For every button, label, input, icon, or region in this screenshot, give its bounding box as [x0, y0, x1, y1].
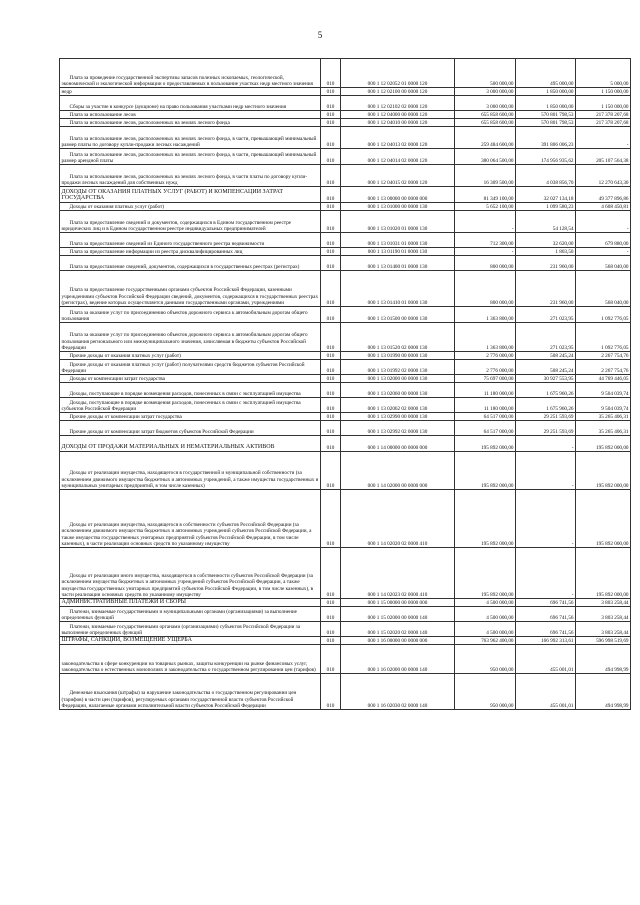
row-name-cell: Платежи, взимаемые государственными органами (организациями) субъектов Российской Федерации за выполнение определенных функций: [60, 622, 321, 637]
row-budget-code-cell: 000 1 13 01990 00 0000 130: [341, 352, 455, 360]
table-row: [60, 490, 631, 548]
row-budget-code-cell: 000 1 16 02000 00 0000 140: [341, 645, 455, 674]
table-row: [60, 88, 631, 96]
row-name-cell: Сборы за участие в конкурсе (аукционе) на право пользования участками недр местного значения: [60, 96, 321, 111]
row-admin-code-cell: 010: [321, 149, 341, 165]
row-budget-code-cell: 000 1 14 02000 00 0000 000: [341, 452, 455, 490]
row-budget-code-cell: 000 1 12 02100 00 0000 120: [341, 88, 455, 96]
row-remaining-amount-cell: 1 092 776,05: [576, 307, 631, 323]
row-budget-code-cell: 000 1 15 02000 00 0000 140: [341, 607, 455, 622]
row-actual-amount-cell: 455 001,01: [516, 645, 576, 674]
row-remaining-amount-cell: 195 892 000,00: [576, 548, 631, 599]
row-budget-code-cell: 000 1 13 02062 02 0000 130: [341, 398, 455, 413]
row-name-cell: Плата за предоставление сведений и документов, содержащихся в Едином государственном реестре юридических лиц и в Едином государственном реестре индивидуальных предпринимателей: [60, 211, 321, 233]
row-name-cell: Плата за оказание услуг по присоединению объектов дорожного сервиса к автомобильным дорогам общего пользования регионального или межмуниципального значения, зачисляемая в бюджеты субъектов Российской Федерации: [60, 323, 321, 352]
row-name-cell: недр: [60, 88, 321, 96]
row-planned-amount-cell: 655 858 600,00: [455, 111, 516, 119]
row-planned-amount-cell: 1 363 800,00: [455, 323, 516, 352]
row-planned-amount-cell: 195 892 000,00: [455, 548, 516, 599]
table-row: [60, 323, 631, 352]
row-admin-code-cell: 010: [321, 211, 341, 233]
table-row: [60, 622, 631, 637]
row-admin-code-cell: 010: [321, 548, 341, 599]
row-planned-amount-cell: 4 500 000,00: [455, 607, 516, 622]
budget-table: [59, 58, 631, 710]
table-row: [60, 352, 631, 360]
table-row: [60, 96, 631, 111]
row-admin-code-cell: 010: [321, 256, 341, 271]
row-remaining-amount-cell: 3 803 258,44: [576, 622, 631, 637]
row-actual-amount-cell: 29 251 593,69: [516, 421, 576, 436]
table-row: [60, 127, 631, 149]
row-admin-code-cell: 010: [321, 187, 341, 203]
row-budget-code-cell: 000 1 14 02023 02 0000 410: [341, 548, 455, 599]
row-actual-amount-cell: 508 245,24: [516, 360, 576, 375]
row-actual-amount-cell: 1 803,50: [516, 248, 576, 256]
row-planned-amount-cell: 64 517 000,00: [455, 421, 516, 436]
row-actual-amount-cell: 271 023,95: [516, 323, 576, 352]
row-admin-code-cell: 010: [321, 674, 341, 710]
table-row: [60, 111, 631, 119]
row-planned-amount-cell: -: [455, 211, 516, 233]
row-admin-code-cell: 010: [321, 398, 341, 413]
row-remaining-amount-cell: -: [576, 248, 631, 256]
row-admin-code-cell: 010: [321, 111, 341, 119]
row-budget-code-cell: 000 1 13 01400 01 0000 130: [341, 256, 455, 271]
row-name-cell: Плата за проведение государственной экспертизы запасов полезных ископаемых, геологической, экономической и экологической информации о предоставляемых в пользование участках недр местного значения: [60, 59, 321, 88]
row-admin-code-cell: 010: [321, 645, 341, 674]
row-budget-code-cell: 000 1 14 02020 02 0000 410: [341, 490, 455, 548]
row-actual-amount-cell: 166 992 313,61: [516, 637, 576, 645]
table-row: [60, 607, 631, 622]
row-remaining-amount-cell: 1 092 776,05: [576, 323, 631, 352]
row-actual-amount-cell: 231 960,00: [516, 271, 576, 307]
row-name-cell: Прочие доходы от оказания платных услуг (работ) получателями средств бюджетов субъектов Российской Федерации: [60, 360, 321, 375]
row-budget-code-cell: 000 1 14 00000 00 0000 000: [341, 436, 455, 452]
row-admin-code-cell: 010: [321, 607, 341, 622]
row-budget-code-cell: 000 1 13 00000 00 0000 000: [341, 187, 455, 203]
row-remaining-amount-cell: 12 270 643,30: [576, 165, 631, 187]
row-remaining-amount-cell: 35 265 406,31: [576, 413, 631, 421]
row-name-cell: Плата за использование лесов, расположенных на землях лесного фонда, в части, превышающей минимальный размер платы по договору купли-продажи лесных насаждений: [60, 127, 321, 149]
row-budget-code-cell: 000 1 13 01992 02 0000 130: [341, 360, 455, 375]
row-planned-amount-cell: 195 892 000,00: [455, 436, 516, 452]
table-row: [60, 211, 631, 233]
row-budget-code-cell: 000 1 12 04010 00 0000 120: [341, 119, 455, 127]
row-remaining-amount-cell: 5 000,00: [576, 59, 631, 88]
table-row: [60, 413, 631, 421]
row-name-cell: Денежные взыскания (штрафы) за нарушение законодательства о государственном регулировании цен (тарифов) в части цен (тарифов), регулируемых органами государственной власти субъектов Российской Федерации, налагаемые органами исполнительной власти субъектов Российской Федерации: [60, 674, 321, 710]
row-remaining-amount-cell: 596 998 519,69: [576, 637, 631, 645]
row-name-cell: Доходы от компенсации затрат государства: [60, 375, 321, 383]
table-row: [60, 59, 631, 88]
row-admin-code-cell: 010: [321, 88, 341, 96]
row-planned-amount-cell: 81 349 100,00: [455, 187, 516, 203]
row-name-cell: Плата за использование лесов, расположенных на землях лесного фонда: [60, 119, 321, 127]
row-admin-code-cell: 010: [321, 96, 341, 111]
row-remaining-amount-cell: 3 803 258,44: [576, 599, 631, 607]
row-actual-amount-cell: 29 251 593,69: [516, 413, 576, 421]
row-remaining-amount-cell: 44 769 446,05: [576, 375, 631, 383]
row-budget-code-cell: 000 1 13 01020 01 0000 130: [341, 211, 455, 233]
row-admin-code-cell: 010: [321, 436, 341, 452]
row-budget-code-cell: 000 1 13 01520 02 0000 130: [341, 323, 455, 352]
row-admin-code-cell: 010: [321, 307, 341, 323]
row-remaining-amount-cell: 679 880,00: [576, 233, 631, 248]
table-row: [60, 233, 631, 248]
row-budget-code-cell: 000 1 13 02992 02 0000 130: [341, 421, 455, 436]
row-planned-amount-cell: 2 776 000,00: [455, 352, 516, 360]
row-budget-code-cell: 000 1 16 02030 02 0000 140: [341, 674, 455, 710]
row-budget-code-cell: 000 1 13 01000 00 0000 130: [341, 203, 455, 211]
table-row: [60, 645, 631, 674]
table-row: [60, 383, 631, 398]
row-budget-code-cell: 000 1 13 02060 00 0000 130: [341, 383, 455, 398]
row-actual-amount-cell: -: [516, 490, 576, 548]
row-planned-amount-cell: 4 500 000,00: [455, 599, 516, 607]
table-row: [60, 203, 631, 211]
row-remaining-amount-cell: 49 377 896,86: [576, 187, 631, 203]
table-row: [60, 271, 631, 307]
row-admin-code-cell: 010: [321, 119, 341, 127]
table-row: [60, 421, 631, 436]
table-row: [60, 599, 631, 607]
row-remaining-amount-cell: 9 504 039,74: [576, 398, 631, 413]
row-budget-code-cell: 000 1 13 02000 00 0000 130: [341, 375, 455, 383]
row-planned-amount-cell: 2 776 000,00: [455, 360, 516, 375]
row-admin-code-cell: 010: [321, 421, 341, 436]
row-actual-amount-cell: 455 001,01: [516, 674, 576, 710]
row-actual-amount-cell: 508 245,24: [516, 352, 576, 360]
row-name-cell: Плата за оказание услуг по присоединению объектов дорожного сервиса к автомобильным дорогам общего пользования: [60, 307, 321, 323]
page-number: 5: [317, 30, 323, 40]
row-planned-amount-cell: 380 064 500,00: [455, 149, 516, 165]
row-planned-amount-cell: 195 892 000,00: [455, 490, 516, 548]
row-actual-amount-cell: -: [516, 436, 576, 452]
row-actual-amount-cell: 1 675 960,26: [516, 398, 576, 413]
row-name-cell: ШТРАФЫ, САНКЦИИ, ВОЗМЕЩЕНИЕ УЩЕРБА: [60, 637, 321, 645]
row-planned-amount-cell: 655 858 600,00: [455, 119, 516, 127]
row-planned-amount-cell: 712 300,00: [455, 233, 516, 248]
row-remaining-amount-cell: 195 892 000,00: [576, 436, 631, 452]
row-budget-code-cell: 000 1 16 00000 00 0000 000: [341, 637, 455, 645]
row-actual-amount-cell: 30 927 553,95: [516, 375, 576, 383]
row-planned-amount-cell: 763 962 400,00: [455, 637, 516, 645]
row-budget-code-cell: 000 1 15 00000 00 0000 000: [341, 599, 455, 607]
row-budget-code-cell: 000 1 12 04015 02 0000 120: [341, 165, 455, 187]
row-admin-code-cell: 010: [321, 352, 341, 360]
row-planned-amount-cell: 75 697 000,00: [455, 375, 516, 383]
row-admin-code-cell: 010: [321, 599, 341, 607]
table-row: [60, 360, 631, 375]
row-actual-amount-cell: 4 038 856,70: [516, 165, 576, 187]
row-name-cell: Доходы, поступающие в порядке возмещения расходов, понесенных в связи с эксплуатацией имущества: [60, 383, 321, 398]
row-name-cell: Прочие доходы от компенсации затрат бюджетов субъектов Российской Федерации: [60, 421, 321, 436]
table-row: [60, 398, 631, 413]
row-planned-amount-cell: 800 000,00: [455, 271, 516, 307]
row-actual-amount-cell: 570 801 798,53: [516, 119, 576, 127]
row-budget-code-cell: 000 1 13 01031 01 0000 130: [341, 233, 455, 248]
row-actual-amount-cell: 696 741,56: [516, 622, 576, 637]
row-remaining-amount-cell: 568 040,00: [576, 256, 631, 271]
row-admin-code-cell: 010: [321, 323, 341, 352]
table-row: [60, 307, 631, 323]
row-actual-amount-cell: 570 801 798,53: [516, 111, 576, 119]
budget-table-body: [60, 59, 631, 710]
row-actual-amount-cell: 271 023,95: [516, 307, 576, 323]
row-admin-code-cell: 010: [321, 637, 341, 645]
row-planned-amount-cell: 11 180 000,00: [455, 383, 516, 398]
row-budget-code-cell: 000 1 12 02102 02 0000 120: [341, 96, 455, 111]
row-admin-code-cell: 010: [321, 127, 341, 149]
row-admin-code-cell: 010: [321, 248, 341, 256]
row-remaining-amount-cell: 1 150 000,00: [576, 88, 631, 96]
row-remaining-amount-cell: -: [576, 211, 631, 233]
row-name-cell: Доходы, поступающие в порядке возмещения расходов, понесенных в связи с эксплуатацией имущества субъектов Российской Федерации: [60, 398, 321, 413]
row-admin-code-cell: 010: [321, 490, 341, 548]
row-remaining-amount-cell: 205 107 564,38: [576, 149, 631, 165]
row-admin-code-cell: 010: [321, 452, 341, 490]
row-remaining-amount-cell: 568 040,00: [576, 271, 631, 307]
table-row: [60, 187, 631, 203]
table-row: [60, 165, 631, 187]
row-remaining-amount-cell: 217 378 207,68: [576, 119, 631, 127]
row-admin-code-cell: 010: [321, 59, 341, 88]
table-row: [60, 436, 631, 452]
row-remaining-amount-cell: 195 892 000,00: [576, 452, 631, 490]
row-name-cell: Плата за предоставление сведений из Единого государственного реестра недвижимости: [60, 233, 321, 248]
row-planned-amount-cell: 64 517 000,00: [455, 413, 516, 421]
row-remaining-amount-cell: 3 803 258,44: [576, 607, 631, 622]
row-actual-amount-cell: 696 741,56: [516, 607, 576, 622]
row-actual-amount-cell: 495 000,00: [516, 59, 576, 88]
row-name-cell: АДМИНИСТРАТИВНЫЕ ПЛАТЕЖИ И СБОРЫ: [60, 599, 321, 607]
row-budget-code-cell: 000 1 12 02052 01 0000 120: [341, 59, 455, 88]
row-remaining-amount-cell: 195 892 000,00: [576, 490, 631, 548]
row-name-cell: Прочие доходы от компенсации затрат государства: [60, 413, 321, 421]
row-remaining-amount-cell: -: [576, 127, 631, 149]
row-budget-code-cell: 000 1 12 04014 02 0000 120: [341, 149, 455, 165]
table-row: [60, 375, 631, 383]
row-planned-amount-cell: 11 180 000,00: [455, 398, 516, 413]
row-name-cell: Плата за использование лесов, расположенных на землях лесного фонда, в части платы по договору купли-продажи лесных насаждений для собственных нужд: [60, 165, 321, 187]
row-planned-amount-cell: 4 500 000,00: [455, 622, 516, 637]
row-actual-amount-cell: 174 956 935,62: [516, 149, 576, 165]
row-admin-code-cell: 010: [321, 233, 341, 248]
row-planned-amount-cell: 950 000,00: [455, 674, 516, 710]
row-name-cell: ДОХОДЫ ОТ ПРОДАЖИ МАТЕРИАЛЬНЫХ И НЕМАТЕРИАЛЬНЫХ АКТИВОВ: [60, 436, 321, 452]
row-planned-amount-cell: -: [455, 248, 516, 256]
row-actual-amount-cell: 231 960,00: [516, 256, 576, 271]
row-actual-amount-cell: 1 099 580,23: [516, 203, 576, 211]
row-admin-code-cell: 010: [321, 203, 341, 211]
row-budget-code-cell: 000 1 13 01500 00 0000 130: [341, 307, 455, 323]
row-name-cell: Плата за использование лесов, расположенных на землях лесного фонда, в части, превышающей минимальный размер арендной платы: [60, 149, 321, 165]
row-name-cell: Плата за предоставление государственными органами субъектов Российской Федерации, казенными учреждениями субъектов Российской Федерации сведений, документов, содержащихся в государственных реестрах (регистрах), ведение которых осуществляется данными государственными органами, учреждениями: [60, 271, 321, 307]
row-actual-amount-cell: 32 027 134,18: [516, 187, 576, 203]
row-budget-code-cell: 000 1 13 02990 00 0000 130: [341, 413, 455, 421]
row-name-cell: Доходы от оказания платных услуг (работ): [60, 203, 321, 211]
row-planned-amount-cell: 3 000 000,00: [455, 96, 516, 111]
row-name-cell: Платежи, взимаемые государственными и муниципальными органами (организациями) за выполнение определенных функций: [60, 607, 321, 622]
row-name-cell: Плата за предоставление информации из реестра дисквалифицированных лиц: [60, 248, 321, 256]
row-planned-amount-cell: 500 000,00: [455, 59, 516, 88]
row-actual-amount-cell: -: [516, 548, 576, 599]
row-admin-code-cell: 010: [321, 383, 341, 398]
row-name-cell: законодательства в сфере конкуренции на товарных рынках, защиты конкуренции на рынке финансовых услуг, законодательства о естественных монополиях и законодательства о государственном регулировании цен (тарифов): [60, 645, 321, 674]
row-planned-amount-cell: 3 000 000,00: [455, 88, 516, 96]
row-remaining-amount-cell: 1 150 000,00: [576, 96, 631, 111]
row-budget-code-cell: 000 1 15 02020 02 0000 140: [341, 622, 455, 637]
row-remaining-amount-cell: 217 378 207,68: [576, 111, 631, 119]
row-admin-code-cell: 010: [321, 165, 341, 187]
row-name-cell: Доходы от реализации иного имущества, находящегося в собственности субъектов Российской Федерации (за исключением имущества бюджетных и автономных учреждений субъектов Российской Федерации, а также имущества государственных унитарных предприятий субъектов Российской Федерации, в том числе казенных), в части реализации основных средств по указанному имуществу: [60, 548, 321, 599]
row-remaining-amount-cell: 35 265 406,31: [576, 421, 631, 436]
row-planned-amount-cell: 950 000,00: [455, 645, 516, 674]
row-name-cell: Доходы от реализации имущества, находящегося в собственности субъектов Российской Федерации (за исключением движимого имущества бюджетных и автономных учреждений субъектов Российской Федерации, а также имущества государственных унитарных предприятий субъектов Российской Федерации, в том числе казенных), в части реализации основных средств по указанному имуществу: [60, 490, 321, 548]
table-row: [60, 119, 631, 127]
table-row: [60, 452, 631, 490]
row-name-cell: Плата за использование лесов: [60, 111, 321, 119]
table-row: [60, 256, 631, 271]
row-planned-amount-cell: 1 363 800,00: [455, 307, 516, 323]
row-actual-amount-cell: 696 741,56: [516, 599, 576, 607]
table-row: [60, 248, 631, 256]
row-actual-amount-cell: 1 850 000,00: [516, 88, 576, 96]
table-row: [60, 149, 631, 165]
row-remaining-amount-cell: 494 998,99: [576, 674, 631, 710]
row-budget-code-cell: 000 1 12 04013 02 0000 120: [341, 127, 455, 149]
row-actual-amount-cell: 1 850 000,00: [516, 96, 576, 111]
row-actual-amount-cell: 32 620,00: [516, 233, 576, 248]
row-remaining-amount-cell: 9 504 039,74: [576, 383, 631, 398]
row-name-cell: Плата за предоставление сведений, документов, содержащихся в государственных реестрах (регистрах): [60, 256, 321, 271]
row-budget-code-cell: 000 1 13 01190 01 0000 130: [341, 248, 455, 256]
row-actual-amount-cell: -: [516, 452, 576, 490]
row-admin-code-cell: 010: [321, 271, 341, 307]
row-actual-amount-cell: 1 675 960,26: [516, 383, 576, 398]
row-budget-code-cell: 000 1 13 01410 01 0000 130: [341, 271, 455, 307]
row-remaining-amount-cell: 4 608 450,81: [576, 203, 631, 211]
row-planned-amount-cell: 5 652 100,00: [455, 203, 516, 211]
row-name-cell: ДОХОДЫ ОТ ОКАЗАНИЯ ПЛАТНЫХ УСЛУГ (РАБОТ) И КОМПЕНСАЦИИ ЗАТРАТ ГОСУДАРСТВА: [60, 187, 321, 203]
row-remaining-amount-cell: 2 267 754,76: [576, 352, 631, 360]
row-remaining-amount-cell: 2 267 754,76: [576, 360, 631, 375]
row-planned-amount-cell: 259 484 600,00: [455, 127, 516, 149]
row-planned-amount-cell: 195 892 000,00: [455, 452, 516, 490]
row-actual-amount-cell: 391 806 006,23: [516, 127, 576, 149]
row-name-cell: Доходы от реализации имущества, находящегося в государственной и муниципальной собственности (за исключением движимого имущества бюджетных и автономных учреждений, а также имущества государственных и муниципальных унитарных предприятий, в том числе казенных): [60, 452, 321, 490]
row-remaining-amount-cell: 494 998,99: [576, 645, 631, 674]
row-budget-code-cell: 000 1 12 04000 00 0000 120: [341, 111, 455, 119]
row-admin-code-cell: 010: [321, 375, 341, 383]
row-admin-code-cell: 010: [321, 360, 341, 375]
row-actual-amount-cell: 54 128,54: [516, 211, 576, 233]
row-admin-code-cell: 010: [321, 622, 341, 637]
row-admin-code-cell: 010: [321, 413, 341, 421]
table-row: [60, 548, 631, 599]
row-planned-amount-cell: 800 000,00: [455, 256, 516, 271]
table-row: [60, 674, 631, 710]
row-name-cell: Прочие доходы от оказания платных услуг (работ): [60, 352, 321, 360]
table-row: [60, 637, 631, 645]
row-planned-amount-cell: 16 309 500,00: [455, 165, 516, 187]
